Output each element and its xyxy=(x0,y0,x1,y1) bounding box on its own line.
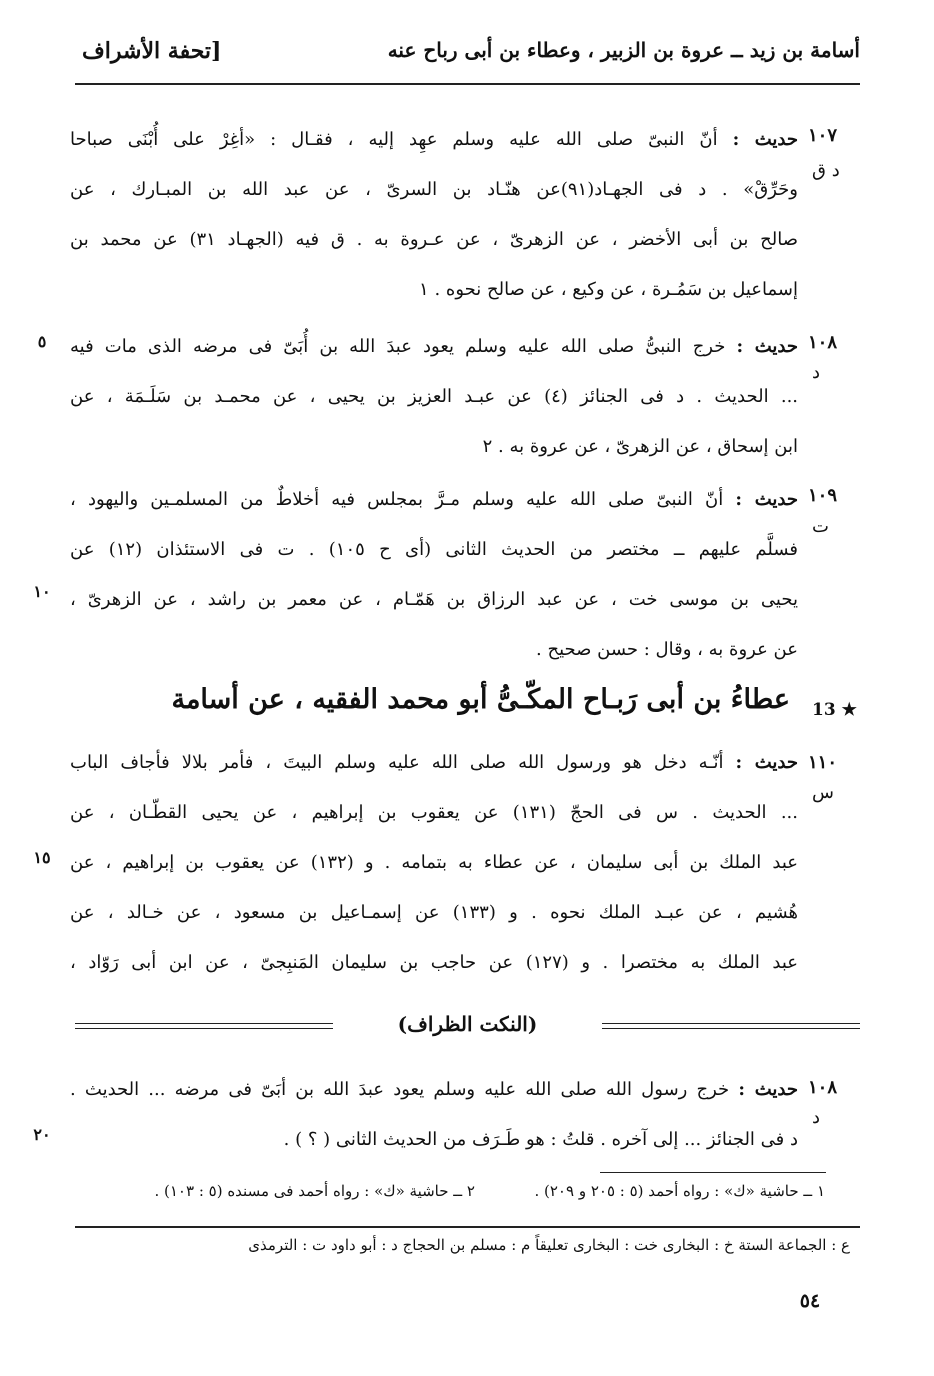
entry-line: ... الحديث . س فى الحجّ (١٣١) عن يعقوب بن إبراهيم ، عن يحيى القطّـان ، عن xyxy=(70,802,798,823)
entry-line: هُشيم ، عن عبـد الملك نحوه . و (١٣٣) عن إسمـاعيل بن مسعود ، عن خـالد ، عن xyxy=(70,902,798,923)
hadith-entry-110 xyxy=(70,738,798,988)
entry-lead: حديث : xyxy=(735,752,798,773)
entry-line: عبد الملك بن أبى سليمان ، عن عطاء به بتمامه . و (١٣٢) عن يعقوب بن إبراهيم ، عن xyxy=(70,852,798,873)
hadith-number: ١٠٨ xyxy=(808,1077,838,1098)
abbreviations-key: ع : الجماعة الستة خ : البخارى خت : البخارى تعليقاً م : مسلم بن الحجاج د : أبو داود ت : الترمذى xyxy=(248,1236,850,1254)
nukat-divider xyxy=(75,1012,860,1038)
line-number: ٢٠ xyxy=(33,1125,51,1144)
divider-rule-left xyxy=(75,1023,333,1029)
header-rule xyxy=(75,83,860,85)
entry-lead: حديث : xyxy=(735,489,798,510)
footnotes xyxy=(70,1182,825,1200)
entry-line: عن عروة به ، وقال : حسن صحيح . xyxy=(536,639,798,660)
entry-line: ... الحديث . د فى الجنائز (٤) عن عبـد العزيز بن يحيى ، عن محمـد بن سَلَـمَة ، عن xyxy=(70,386,798,407)
footnote-1: ١ ــ حاشية «ك» : رواه أحمد (٥ : ٢٠٥ و ٢٠٩) . xyxy=(534,1182,825,1200)
entry-line: حديث : خرج رسول الله صلى الله عليه وسلم يعود عبدَ الله بن أبَىّ فى مرضه ... الحديث . xyxy=(70,1079,798,1100)
source-code: د xyxy=(812,362,821,383)
line-number: ٥ xyxy=(37,332,47,351)
entry-line: صالح بن أبى الأخضر ، عن الزهرىّ ، عن عـروة به . ق فيه (الجهـاد ٣١) عن محمد بن xyxy=(70,229,798,250)
nukat-entry-108 xyxy=(70,1065,798,1165)
entry-lead: حديث : xyxy=(736,336,798,357)
line-number: ١٥ xyxy=(33,848,51,867)
entry-line: يحيى بن موسى خت ، عن عبد الرزاق بن هَمّـام ، عن معمر بن راشد ، عن الزهرىّ ، xyxy=(70,589,798,610)
footnote-2: ٢ ــ حاشية «ك» : رواه أحمد فى مسنده (٥ : ١٠٣) . xyxy=(154,1182,475,1200)
entry-line: حديث : أنّ النبىّ صلى الله عليه وسلم مـرَّ بمجلس فيه أخلاطٌ من المسلمـين واليهود ، xyxy=(70,489,798,510)
entry-line: فسلَّم عليهم ــ مختصر من الحديث الثانى (أى ح ١٠٥) . ت فى الاستئذان (١٢) عن xyxy=(70,539,798,560)
divider-title: (النكت الظراف) xyxy=(397,1012,538,1036)
entry-line: د فى الجنائز ... إلى آخره . قلتُ : هو طَـرَف من الحديث الثانى ( ؟ ) . xyxy=(283,1129,798,1150)
hadith-number: ١٠٨ xyxy=(808,332,838,353)
divider-rule-right xyxy=(602,1023,860,1029)
hadith-entry-107 xyxy=(70,115,798,315)
footnote-rule xyxy=(600,1172,826,1173)
hadith-number: ١٠٩ xyxy=(808,485,838,506)
line-number: ١٠ xyxy=(33,582,51,601)
running-header-book: [تحفة الأشراف xyxy=(82,38,222,64)
entry-line: حديث : أنّ النبىّ صلى الله عليه وسلم عهِد إليه ، فقـال : «أغِرْ على أُبْنَى صباحا xyxy=(70,129,798,150)
hadith-number: ١٠٧ xyxy=(808,125,838,146)
running-header-title: أسامة بن زيد ــ عروة بن الزبير ، وعطاء بن أبى رباح عنه xyxy=(387,38,860,62)
entry-line: ابن إسحاق ، عن الزهرىّ ، عن عروة به . ٢ xyxy=(482,436,798,457)
section-title: عطاءُ بن أبى رَبـاح المكّـىُّ أبو محمد الفقيه ، عن أسامة xyxy=(171,684,790,715)
source-code: د xyxy=(812,1107,821,1128)
abbreviations-rule xyxy=(75,1226,860,1228)
entry-line: حديث : خرج النبىُّ صلى الله عليه وسلم يعود عبدَ الله بن أُبَىّ فى مرضه الذى مات فيه xyxy=(70,336,798,357)
page-number: ٥٤ xyxy=(799,1290,821,1312)
entry-line: إسماعيل بن سَمُـرة ، عن وكيع ، عن صالح نحوه . ١ xyxy=(419,279,798,300)
hadith-number: ١١٠ xyxy=(808,752,838,773)
entry-line: حديث : أنّـه دخل هو ورسول الله صلى الله عليه وسلم البيتَ ، فأمر بلالا فأجاف الباب xyxy=(70,752,798,773)
source-code: س xyxy=(812,782,834,803)
source-code: ت xyxy=(812,516,829,537)
hadith-entry-109 xyxy=(70,475,798,675)
entry-lead: حديث : xyxy=(738,1079,798,1100)
entry-line: عبد الملك به مختصرا . و (١٢٧) عن حاجب بن سليمان المَنبِجىّ ، عن ابن أبى رَوّاد ، xyxy=(70,952,798,973)
entry-line: وحَرِّقْ» . د فى الجهـاد(٩١)عن هنّـاد بن السرىّ ، عن عبد الله بن المبـارك ، عن xyxy=(70,179,798,200)
source-code: د ق xyxy=(812,160,840,181)
section-number: 13 ★ xyxy=(812,700,857,720)
entry-lead: حديث : xyxy=(732,129,798,150)
hadith-entry-108 xyxy=(70,322,798,472)
